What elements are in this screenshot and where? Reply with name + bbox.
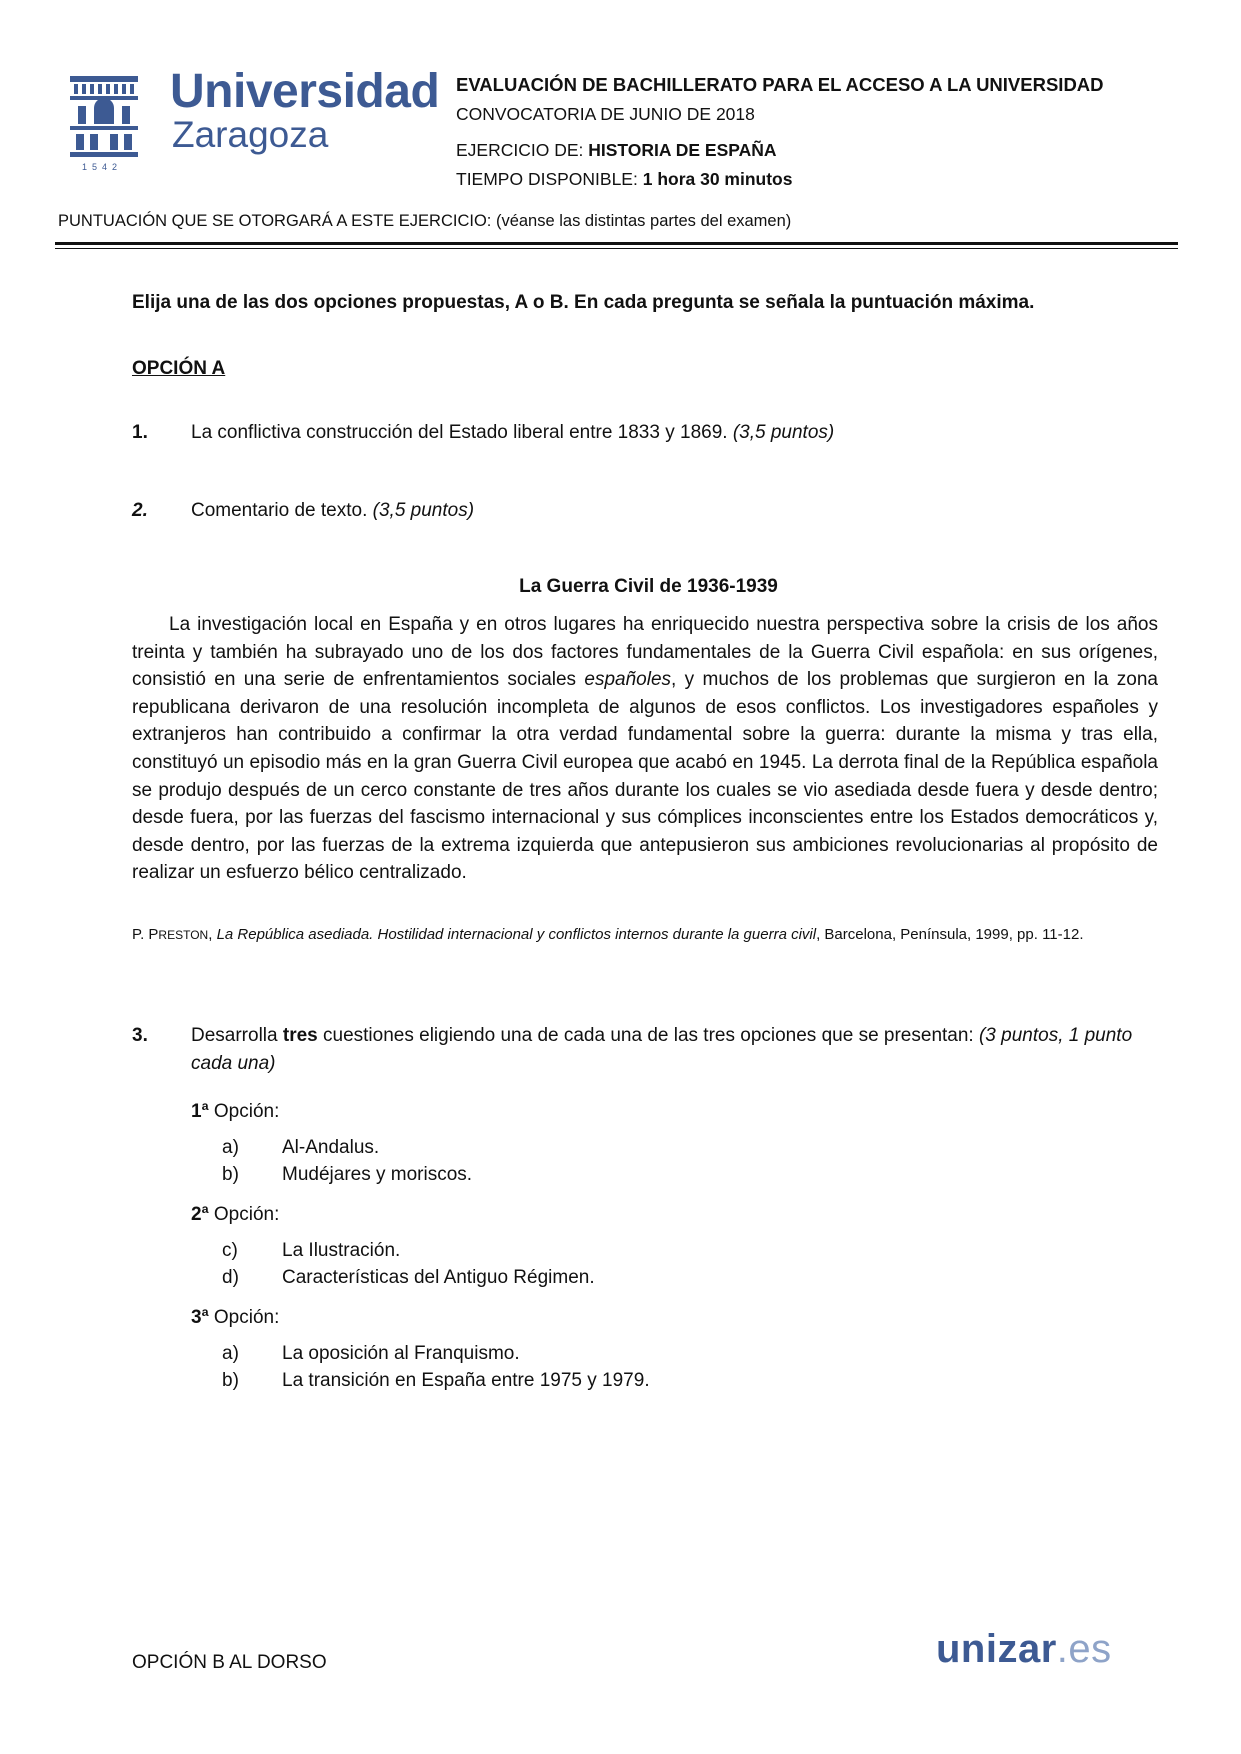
passage-emphasis: españoles	[584, 669, 672, 691]
item-letter: d)	[222, 1267, 239, 1288]
item-letter: b)	[222, 1370, 239, 1391]
option-2-label: Opción:	[208, 1204, 280, 1225]
question-3-bold: tres	[282, 1025, 318, 1046]
citation-rest: , Barcelona, Península, 1999, pp. 11-12.	[816, 926, 1084, 943]
exam-session: CONVOCATORIA DE JUNIO DE 2018	[456, 104, 755, 124]
exam-time	[456, 169, 792, 190]
question-3-points: (3 puntos, 1 punto cada una)	[191, 1025, 1133, 1074]
question-3-text	[191, 1022, 1158, 1077]
question-2-points: (3,5 puntos)	[372, 500, 475, 521]
exam-subject	[456, 140, 777, 161]
question-3-pre: Desarrolla	[191, 1025, 283, 1046]
passage-part1: La investigación local en España y en otros lugares ha enriquecido nuestra perspectiva sobre la crisis de los años treinta y también ha subrayado uno de los dos factores fundamentales de la Guerra Civil española: en sus orígenes, consistió en una serie de enfrentamientos sociales	[132, 614, 1158, 691]
university-logo	[68, 65, 440, 180]
unizar-suffix: .es	[1056, 1627, 1112, 1671]
question-2-statement: Comentario de texto.	[191, 500, 373, 521]
text-citation	[132, 924, 1158, 946]
subject-label: EJERCICIO DE:	[456, 140, 589, 160]
unizar-logo	[936, 1627, 1112, 1672]
passage-part2: , y muchos de los problemas que surgieron en la zona republicana derivaron de una resolución incompleta de algunos de esos conflictos. Los investigadores españoles y extranjeros han contribuido a confirmar la otra verdad fundamental sobre la guerra: durante la misma y tras ella, constituyó un episodio más en la gran Guerra Civil europea que acabó en 1945. La derrota final de la República española se produjo después de un cerco constante de tres años durante los cuales se vio asediada desde fuera y desde dentro; desde fuera, por las fuerzas del fascismo internacional y sus cómplices inconscientes entre los Estados democráticos y, desde dentro, por las fuerzas de la extrema izquierda que antepusieron sus ambiciones revolucionarias al propósito de realizar un esfuerzo bélico centralizado.	[132, 669, 1158, 884]
instructions-part1: Elija una de las dos opciones propuestas, A o B	[132, 292, 564, 313]
item-text: Características del Antiguo Régimen.	[282, 1267, 595, 1288]
option-a-heading: OPCIÓN A	[132, 358, 226, 379]
option-2-number: 2ª	[191, 1204, 209, 1225]
header-divider-thin	[55, 248, 1178, 249]
question-2-number: 2.	[132, 500, 148, 521]
option-2-heading	[191, 1201, 279, 1229]
citation-sep: ,	[208, 926, 217, 943]
option-1-number: 1ª	[191, 1101, 209, 1122]
item-text: Mudéjares y moriscos.	[282, 1164, 473, 1185]
citation-surname: RESTON	[158, 928, 209, 942]
footer-note: OPCIÓN B AL DORSO	[132, 1652, 327, 1673]
subject-value: HISTORIA DE ESPAÑA	[588, 140, 777, 160]
instructions-part2: . En cada pregunta se señala la puntuación máxima.	[563, 292, 1035, 313]
option-3-heading	[191, 1304, 279, 1332]
header-divider	[55, 242, 1178, 245]
item-letter: b)	[222, 1164, 239, 1185]
logo-word-zaragoza: Zaragoza	[172, 114, 329, 155]
question-1-statement: La conflictiva construcción del Estado liberal entre 1833 y 1869.	[191, 422, 733, 443]
exam-title: EVALUACIÓN DE BACHILLERATO PARA EL ACCESO A LA UNIVERSIDAD	[456, 74, 1104, 95]
question-3-post: cuestiones eligiendo una de cada una de las tres opciones que se presentan:	[317, 1025, 979, 1046]
option-3-number: 3ª	[191, 1307, 209, 1328]
question-2-text	[191, 497, 474, 525]
logo-year: 1542	[82, 162, 123, 172]
item-text: La oposición al Franquismo.	[282, 1343, 520, 1364]
option-3-label: Opción:	[208, 1307, 280, 1328]
option-1-label: Opción:	[208, 1101, 280, 1122]
citation-book: La República asediada. Hostilidad internacional y conflictos internos durante la guerra civil	[216, 926, 817, 943]
logo-word-universidad: Universidad	[170, 65, 440, 118]
text-title: La Guerra Civil de 1936-1939	[519, 576, 778, 597]
option-1-heading	[191, 1098, 279, 1126]
question-1-text	[191, 419, 834, 447]
item-text: Al-Andalus.	[282, 1137, 380, 1158]
time-label: TIEMPO DISPONIBLE:	[456, 169, 643, 189]
question-1-number: 1.	[132, 422, 148, 443]
instructions	[132, 289, 1034, 317]
question-3-number: 3.	[132, 1025, 148, 1046]
university-emblem-icon	[68, 74, 140, 164]
item-letter: a)	[222, 1343, 239, 1364]
item-text: La transición en España entre 1975 y 1979.	[282, 1370, 650, 1391]
text-passage	[132, 611, 1158, 887]
question-1-points: (3,5 puntos)	[732, 422, 835, 443]
item-letter: c)	[222, 1240, 238, 1261]
unizar-brand: unizar	[936, 1627, 1057, 1671]
time-value: 1 hora 30 minutos	[642, 169, 793, 189]
item-text: La Ilustración.	[282, 1240, 401, 1261]
score-note: PUNTUACIÓN QUE SE OTORGARÁ A ESTE EJERCICIO: (véanse las distintas partes del examen)	[58, 212, 792, 230]
item-letter: a)	[222, 1137, 239, 1158]
citation-initial: P. P	[132, 926, 159, 943]
